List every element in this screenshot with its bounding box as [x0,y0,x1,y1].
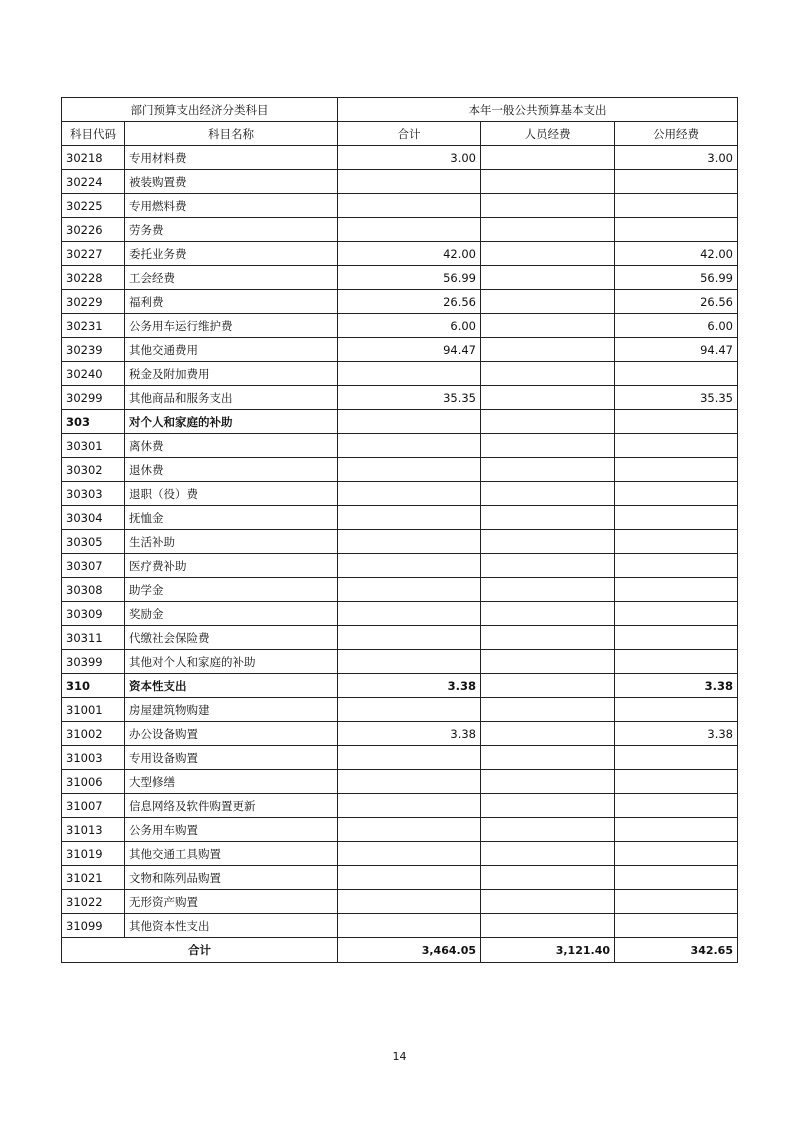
row-total [338,554,481,578]
row-code: 30301 [62,434,125,458]
row-personnel [481,242,615,266]
row-public: 94.47 [615,338,738,362]
row-public: 42.00 [615,242,738,266]
table-row [62,794,738,818]
table-row [62,482,738,506]
row-total [338,794,481,818]
table-row [62,554,738,578]
row-name: 其他交通费用 [125,338,338,362]
row-public: 26.56 [615,290,738,314]
row-public: 35.35 [615,386,738,410]
row-total [338,194,481,218]
row-personnel [481,194,615,218]
row-code: 30226 [62,218,125,242]
row-name: 退休费 [125,458,338,482]
row-personnel [481,218,615,242]
row-public [615,218,738,242]
row-code: 31021 [62,866,125,890]
table-row [62,458,738,482]
row-name: 被装购置费 [125,170,338,194]
totals-row [62,938,738,963]
header-personnel: 人员经费 [481,122,615,146]
row-public [615,914,738,938]
page-number: 14 [392,1050,407,1063]
row-total: 6.00 [338,314,481,338]
row-name: 文物和陈列品购置 [125,866,338,890]
row-personnel [481,650,615,674]
row-total [338,746,481,770]
row-code: 31006 [62,770,125,794]
row-personnel [481,818,615,842]
row-name: 委托业务费 [125,242,338,266]
row-name: 其他资本性支出 [125,914,338,938]
row-total [338,698,481,722]
row-code: 30304 [62,506,125,530]
row-total [338,458,481,482]
row-code: 31002 [62,722,125,746]
row-total [338,362,481,386]
row-code: 30239 [62,338,125,362]
row-personnel [481,626,615,650]
row-name: 其他对个人和家庭的补助 [125,650,338,674]
row-personnel [481,674,615,698]
table-row [62,914,738,938]
row-public [615,626,738,650]
row-personnel [481,314,615,338]
row-name: 退职（役）费 [125,482,338,506]
table-row [62,218,738,242]
row-name: 离休费 [125,434,338,458]
table-row [62,386,738,410]
row-public [615,194,738,218]
row-name: 公务用车购置 [125,818,338,842]
row-personnel [481,170,615,194]
table-row [62,626,738,650]
row-public [615,866,738,890]
row-name: 无形资产购置 [125,890,338,914]
totals-label: 合计 [62,938,338,963]
row-name: 其他交通工具购置 [125,842,338,866]
row-code: 31007 [62,794,125,818]
row-code: 31013 [62,818,125,842]
row-personnel [481,914,615,938]
row-public [615,890,738,914]
row-total: 94.47 [338,338,481,362]
row-name: 福利费 [125,290,338,314]
row-total [338,650,481,674]
row-total [338,890,481,914]
table-row [62,722,738,746]
header-column-row [62,122,738,146]
row-personnel [481,794,615,818]
row-personnel [481,722,615,746]
row-code: 30305 [62,530,125,554]
row-code: 30225 [62,194,125,218]
row-public [615,410,738,434]
row-name: 医疗费补助 [125,554,338,578]
row-public [615,770,738,794]
row-total [338,914,481,938]
row-total [338,218,481,242]
table-row [62,746,738,770]
table-row [62,314,738,338]
row-code: 30307 [62,554,125,578]
row-name: 房屋建筑物购建 [125,698,338,722]
row-personnel [481,458,615,482]
row-total [338,866,481,890]
row-total [338,602,481,626]
row-name: 公务用车运行维护费 [125,314,338,338]
row-total [338,842,481,866]
row-public [615,602,738,626]
row-public [615,554,738,578]
row-total [338,770,481,794]
row-code: 31003 [62,746,125,770]
row-code: 30240 [62,362,125,386]
row-public [615,458,738,482]
row-code: 30229 [62,290,125,314]
totals-public: 342.65 [615,938,738,963]
row-total [338,578,481,602]
row-personnel [481,530,615,554]
row-name: 专用设备购置 [125,746,338,770]
header-group-row [62,98,738,122]
table-row [62,434,738,458]
header-public: 公用经费 [615,122,738,146]
row-personnel [481,506,615,530]
row-name: 办公设备购置 [125,722,338,746]
table-row [62,170,738,194]
row-name: 资本性支出 [125,674,338,698]
row-code: 31022 [62,890,125,914]
row-personnel [481,410,615,434]
row-public [615,650,738,674]
table-row [62,290,738,314]
row-name: 工会经费 [125,266,338,290]
table-row [62,578,738,602]
row-public: 3.38 [615,722,738,746]
row-personnel [481,890,615,914]
row-total [338,410,481,434]
table-row [62,146,738,170]
row-name: 信息网络及软件购置更新 [125,794,338,818]
row-public: 56.99 [615,266,738,290]
row-public [615,746,738,770]
table-row [62,602,738,626]
table-row [62,506,738,530]
row-total [338,818,481,842]
row-total: 42.00 [338,242,481,266]
row-total: 35.35 [338,386,481,410]
row-name: 代缴社会保险费 [125,626,338,650]
row-personnel [481,386,615,410]
row-code: 30231 [62,314,125,338]
row-total: 26.56 [338,290,481,314]
row-total [338,482,481,506]
row-name: 奖励金 [125,602,338,626]
row-name: 生活补助 [125,530,338,554]
row-personnel [481,338,615,362]
row-code: 30309 [62,602,125,626]
table-row [62,770,738,794]
table-row [62,530,738,554]
header-name: 科目名称 [125,122,338,146]
row-total: 3.38 [338,674,481,698]
header-economic-classification: 部门预算支出经济分类科目 [62,98,338,122]
row-public [615,362,738,386]
row-public [615,698,738,722]
totals-personnel: 3,121.40 [481,938,615,963]
row-public: 3.38 [615,674,738,698]
row-name: 大型修缮 [125,770,338,794]
table-row [62,842,738,866]
row-total [338,434,481,458]
row-public [615,818,738,842]
row-code: 30302 [62,458,125,482]
row-personnel [481,602,615,626]
row-public [615,794,738,818]
row-code: 31001 [62,698,125,722]
table-row [62,362,738,386]
row-personnel [481,434,615,458]
row-public [615,530,738,554]
row-personnel [481,698,615,722]
row-code: 303 [62,410,125,434]
row-name: 抚恤金 [125,506,338,530]
row-public: 3.00 [615,146,738,170]
table-row [62,818,738,842]
table-row [62,674,738,698]
header-code: 科目代码 [62,122,125,146]
row-personnel [481,554,615,578]
row-personnel [481,770,615,794]
row-personnel [481,266,615,290]
row-total [338,170,481,194]
budget-table [61,97,738,963]
row-name: 税金及附加费用 [125,362,338,386]
row-total [338,626,481,650]
table-row [62,698,738,722]
table-row [62,650,738,674]
row-personnel [481,146,615,170]
header-basic-expenditure: 本年一般公共预算基本支出 [338,98,738,122]
row-name: 专用燃料费 [125,194,338,218]
table-row [62,266,738,290]
row-code: 30218 [62,146,125,170]
row-total: 3.00 [338,146,481,170]
totals-total: 3,464.05 [338,938,481,963]
table-row [62,410,738,434]
row-public [615,578,738,602]
row-personnel [481,362,615,386]
row-total: 56.99 [338,266,481,290]
row-name: 劳务费 [125,218,338,242]
row-public [615,482,738,506]
row-code: 30224 [62,170,125,194]
row-code: 30311 [62,626,125,650]
row-name: 其他商品和服务支出 [125,386,338,410]
table-row [62,338,738,362]
row-name: 专用材料费 [125,146,338,170]
row-public [615,434,738,458]
table-row [62,194,738,218]
row-personnel [481,842,615,866]
row-code: 30303 [62,482,125,506]
row-total [338,530,481,554]
row-personnel [481,482,615,506]
row-name: 对个人和家庭的补助 [125,410,338,434]
row-total: 3.38 [338,722,481,746]
row-code: 30299 [62,386,125,410]
row-personnel [481,290,615,314]
row-public [615,842,738,866]
row-public: 6.00 [615,314,738,338]
row-code: 310 [62,674,125,698]
row-code: 30308 [62,578,125,602]
table-row [62,866,738,890]
table-row [62,242,738,266]
row-personnel [481,746,615,770]
row-public [615,170,738,194]
table-row [62,890,738,914]
row-public [615,506,738,530]
row-code: 30399 [62,650,125,674]
header-total: 合计 [338,122,481,146]
row-code: 31019 [62,842,125,866]
row-personnel [481,578,615,602]
row-personnel [481,866,615,890]
table-body [62,146,738,938]
row-code: 30227 [62,242,125,266]
row-name: 助学金 [125,578,338,602]
row-total [338,506,481,530]
row-code: 31099 [62,914,125,938]
row-code: 30228 [62,266,125,290]
